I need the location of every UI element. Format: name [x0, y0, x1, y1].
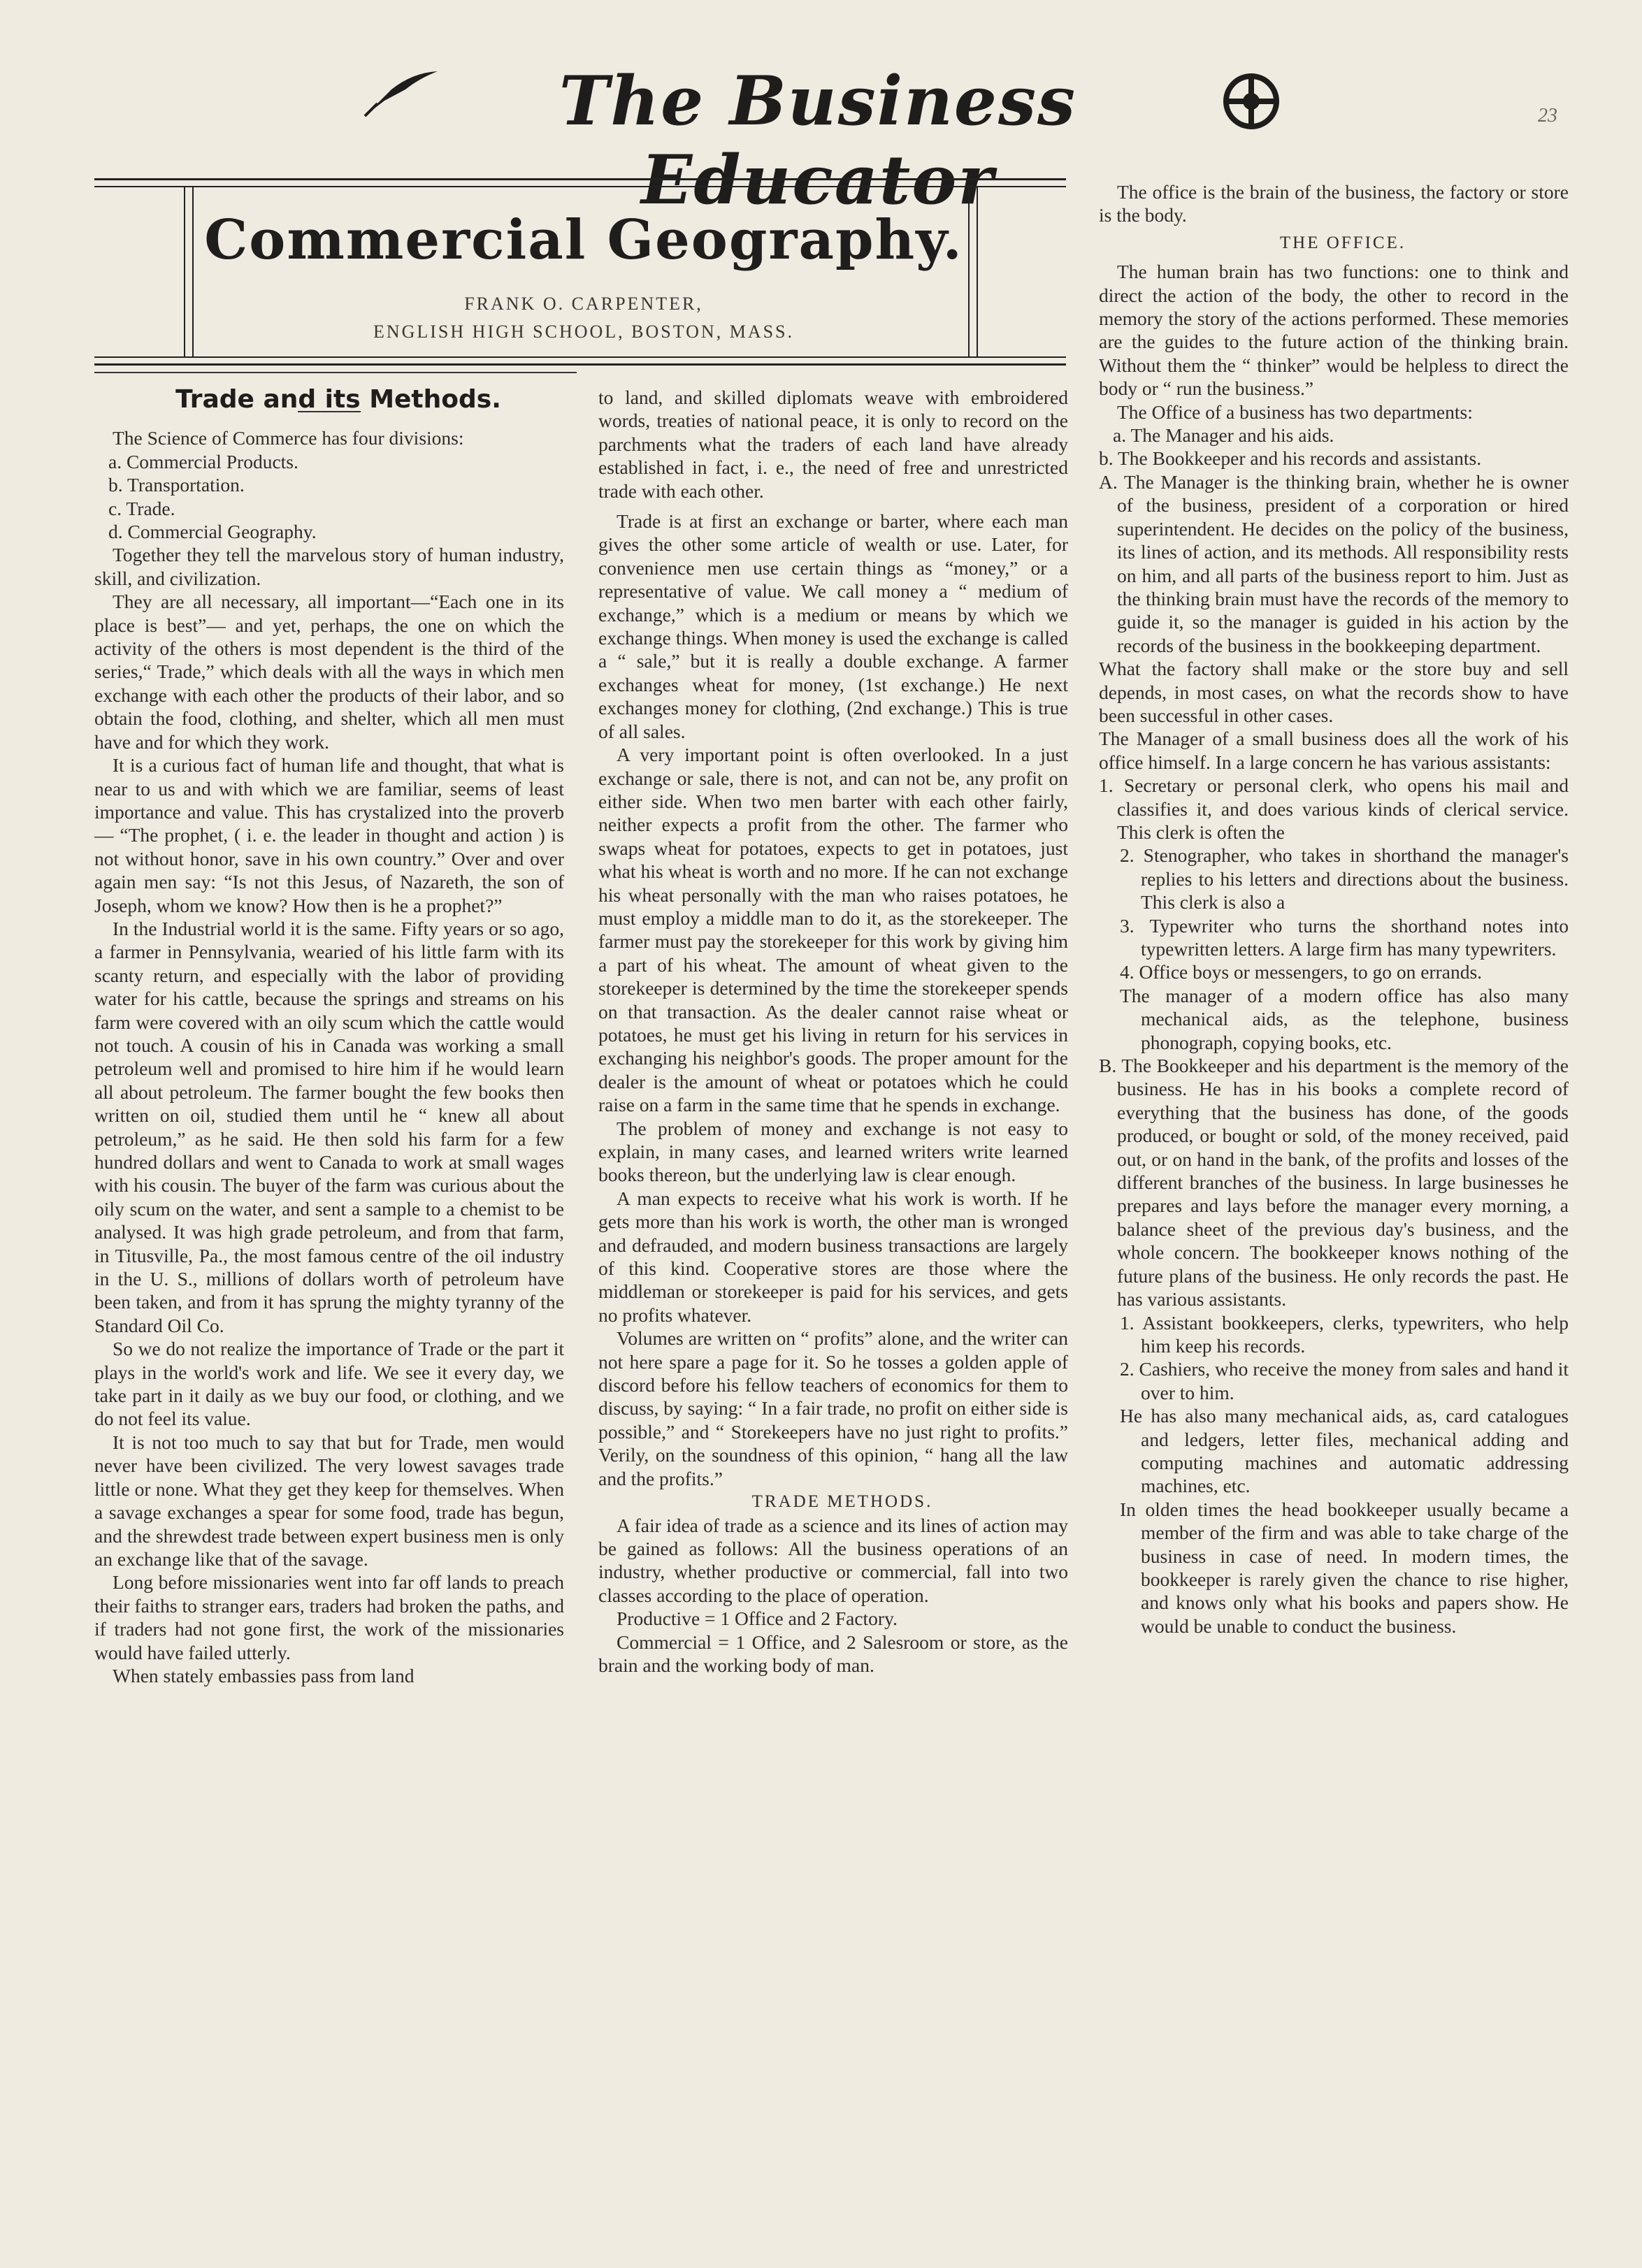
paragraph: A very important point is often overlooked. In a just exchange or sale, there is not, and can not be, any profit on either side. When two men barter with each other fairly, neither expects a profit from the other. The farmer who swaps wheat for potatoes, expects to get in potatoes, just what his wheat is worth and no more. If he can not exchange his wheat personally with the man who raises potatoes, he must employ a middle man to do it, as the storekeeper. The farmer must pay the storekeeper for this work by giving him a part of his wheat. The amount of wheat given to the storekeeper is determined by the time the storekeeper spends on that transaction. As the dealer cannot raise wheat or potatoes, he must get his living in return for his services in exchanging his neighbor's goods. The proper amount for the dealer is the amount of wheat or potatoes which he could raise on a farm in the same time that he spends in exchange. — [598, 744, 1068, 1116]
subheading: THE OFFICE. — [1279, 233, 1406, 252]
paragraph: They are all necessary, all important—“Each one in its place is best”— and yet, perhaps, the one on which the activity of the others is most dependent is the third of the series,“ Trade,” which deals with all the ways in which men exchange with each other the products of their labor, and so obtain the food, clothing, and shelter, which all men must have and for which they work. — [94, 591, 564, 753]
list-item: A. The Manager is the thinking brain, whether he is owner of the business, president of a corporation or hired superintendent. He decides on the policy of the business, its lines of action, and its methods. All responsibility rests on him, and all parts of the business report to him. Just as the thinking brain must have the records of the memory to guide it, so the manager is guided in his action by the records of the business in the bookkeeping department. — [1099, 470, 1569, 656]
paragraph: The office is the brain of the business, the factory or store is the body. — [1099, 181, 1569, 226]
paragraph: Productive = 1 Office and 2 Factory. — [617, 1608, 898, 1630]
list-item: 2. Cashiers, who receive the money from sales and hand it over to him. — [1120, 1358, 1569, 1403]
paragraph: In the Industrial world it is the same. Fifty years or so ago, a farmer in Pennsylvania, wearied of his little farm with its scanty return, and especially with the labor of providing water for his cattle, because the springs and streams on his farm were covered with an oily scum which the cattle would not touch. A cousin of his in Canada was working a small petroleum well and promised to hire him if he would learn all about petroleum. The farmer bought the few books then written on oil, studied them until he “ knew all about petroleum,” as he said. He then sold his farm for a few hundred dollars and went to Canada to work at small wages with his cousin. The buyer of the farm was curious about the oily scum on the water, and sent a sample to a chemist to be analysed. It was high grade petroleum, and from that farm, in Titusville, Pa., the most famous centre of the oil industry in the U. S., millions of dollars worth of petroleum have been taken, and from it has sprung the mighty tyranny of the Standard Oil Co. — [94, 917, 564, 1336]
paragraph: When stately embassies pass from land — [113, 1664, 415, 1686]
paragraph: What the factory shall make or the store buy and sell depends, in most cases, on what the records show to have been successful in other cases. — [1099, 658, 1569, 726]
article-title: Commercial Geography. — [204, 208, 963, 272]
list-item: a. Commercial Products. — [108, 450, 298, 472]
column-1 — [94, 385, 564, 1687]
list-item: b. The Bookkeeper and his records and assistants. — [1099, 447, 1482, 470]
author-school: ENGLISH HIGH SCHOOL, BOSTON, MASS. — [373, 322, 795, 342]
list-item: 4. Office boys or messengers, to go on errands. — [1120, 961, 1483, 983]
subheading: TRADE METHODS. — [751, 1492, 933, 1512]
list-item: 1. Secretary or personal clerk, who opens his mail and classifies it, and does various kinds of clerical service. This clerk is often the — [1099, 774, 1569, 843]
list-item: c. Trade. — [108, 497, 175, 519]
paragraph: The Manager of a small business does all the work of his office himself. In a large concern he has various assistants: — [1099, 728, 1569, 773]
divider — [94, 372, 577, 373]
author-name: FRANK O. CARPENTER, — [464, 294, 703, 314]
paragraph: The Office of a business has two departments: — [1117, 400, 1473, 423]
quill-pen-icon — [363, 68, 440, 117]
paragraph: So we do not realize the importance of Trade or the part it plays in the world's work and life. We see it every day, we take part in it daily as we buy our food, or clothing, and we do not feel its value. — [94, 1338, 564, 1430]
list-item: 1. Assistant bookkeepers, clerks, typewriters, who help him keep his records. — [1120, 1311, 1569, 1357]
paragraph: It is a curious fact of human life and thought, that what is near to us and with which we are familiar, seems of least importance and value. This has crystalized into the proverb — “The prophet, ( i. e. the leader in thought and action ) is not without honor, save in his own country.” Over and over again men say: “Is not this Jesus, of Nazareth, the son of Joseph, whom we know? How then is he a prophet?” — [94, 754, 564, 916]
paragraph: It is not too much to say that but for Trade, men would never have been civilized. The very lowest savages trade little or none. What they get they keep for themselves. When a savage exchanges a spear for some food, trade has begun, and the shrewdest trade between expert business men is only an exchange like that of the savage. — [94, 1431, 564, 1570]
paragraph: The problem of money and exchange is not easy to explain, in many cases, and learned writers write learned books thereon, but the underlying law is clear enough. — [598, 1117, 1068, 1186]
paragraph: Trade is at first an exchange or barter, where each man gives the other some article of wealth or use. Later, for convenience men use certain things as “money,” or a representative of value. We call money a “ medium of exchange,” which is a medium or means by which we exchange things. When money is used the exchange is called a “ sale,” but it is really a double exchange. A farmer exchanges wheat for money, (1st exchange.) He next exchanges money for clothing, (2nd exchange.) This is true of all sales. — [598, 510, 1068, 742]
section-heading: Trade and its Methods. — [175, 385, 501, 414]
paragraph: In olden times the head bookkeeper usually became a member of the firm and was able to take charge of the business in case of need. In modern times, the bookkeeper is rarely given the chance to rise higher, and knows only what his books and papers show. He would be unable to conduct the business. — [1120, 1498, 1569, 1637]
paragraph: A man expects to receive what his work is worth. If he gets more than his work is worth, the other man is wronged and defrauded, and modern business transactions are largely of this kind. Cooperative stores are those where the middleman or storekeeper is paid for his services, and gets no profits whatever. — [598, 1187, 1068, 1326]
paragraph: The human brain has two functions: one to think and direct the action of the body, the other to record in the memory the story of the actions performed. These memories are the guides to the future action of the thinking brain. Without them the “ thinker” would be helpless to direct the body or “ run the business.” — [1099, 261, 1569, 400]
masthead-title: The Business Educator — [559, 62, 1077, 219]
list-item: a. The Manager and his aids. — [1113, 424, 1334, 447]
paragraph: to land, and skilled diplomats weave with embroidered words, treaties of national peace, it is only to record on the parchments what the traders of each land have already established in fact, i. e., the need of free and unrestricted trade with each other. — [598, 387, 1068, 502]
paragraph: Long before missionaries went into far off lands to preach their faiths to stranger ears, traders had broken the paths, and if traders had not gone first, the work of the missionaries would have failed utterly. — [94, 1571, 564, 1663]
paragraph: Volumes are written on “ profits” alone, and the writer can not here spare a page for it. So he tosses a golden apple of discord before his fellow teachers of economics for them to discuss, by saying: “ In a fair trade, no profit on either side is possible,” and “ Storekeepers have no just right to profits.” Verily, on the soundness of this opinion, “ hang all the law and the profits.” — [598, 1327, 1068, 1489]
page-number: 23 — [1538, 105, 1557, 127]
list-item: 3. Typewriter who turns the shorthand notes into typewritten letters. A large firm has many typewriters. — [1120, 914, 1569, 960]
column-2 — [598, 386, 1068, 1677]
list-item: d. Commercial Geography. — [108, 521, 317, 543]
article-header-box — [94, 178, 1066, 366]
paragraph: He has also many mechanical aids, as, card catalogues and ledgers, letter files, mechanical adding and computing machines and automatic addressing machines, etc. — [1120, 1405, 1569, 1497]
ornament-icon — [1220, 70, 1283, 133]
paragraph: A fair idea of trade as a science and its lines of action may be gained as follows: All the business operations of an industry, whether productive or commercial, fall into two classes according to the place of operation. — [598, 1514, 1068, 1606]
list-item: b. Transportation. — [108, 474, 245, 496]
paragraph: Commercial = 1 Office, and 2 Salesroom or store, as the brain and the working body of man. — [598, 1631, 1068, 1676]
list-item: 2. Stenographer, who takes in shorthand the manager's replies to his letters and directions about the business. This clerk is also a — [1120, 844, 1569, 913]
list-item: B. The Bookkeeper and his department is the memory of the business. He has in his books a complete record of everything that the business has done, of the goods produced, or bought or sold, of the money received, paid out, or on hand in the bank, of the profits and losses of the different branches of the business. In large businesses he prepares and lays before the manager every morning, a balance sheet of the previous day's business, and the whole concern. The bookkeeper knows nothing of the future plans of the business. He only records the past. He has various assistants. — [1099, 1055, 1569, 1310]
paragraph: The Science of Commerce has four divisions: — [113, 427, 464, 449]
column-3 — [1099, 180, 1569, 1638]
paragraph: Together they tell the marvelous story of human industry, skill, and civilization. — [94, 544, 564, 589]
paragraph: The manager of a modern office has also many mechanical aids, as the telephone, business phonograph, copying books, etc. — [1120, 984, 1569, 1053]
